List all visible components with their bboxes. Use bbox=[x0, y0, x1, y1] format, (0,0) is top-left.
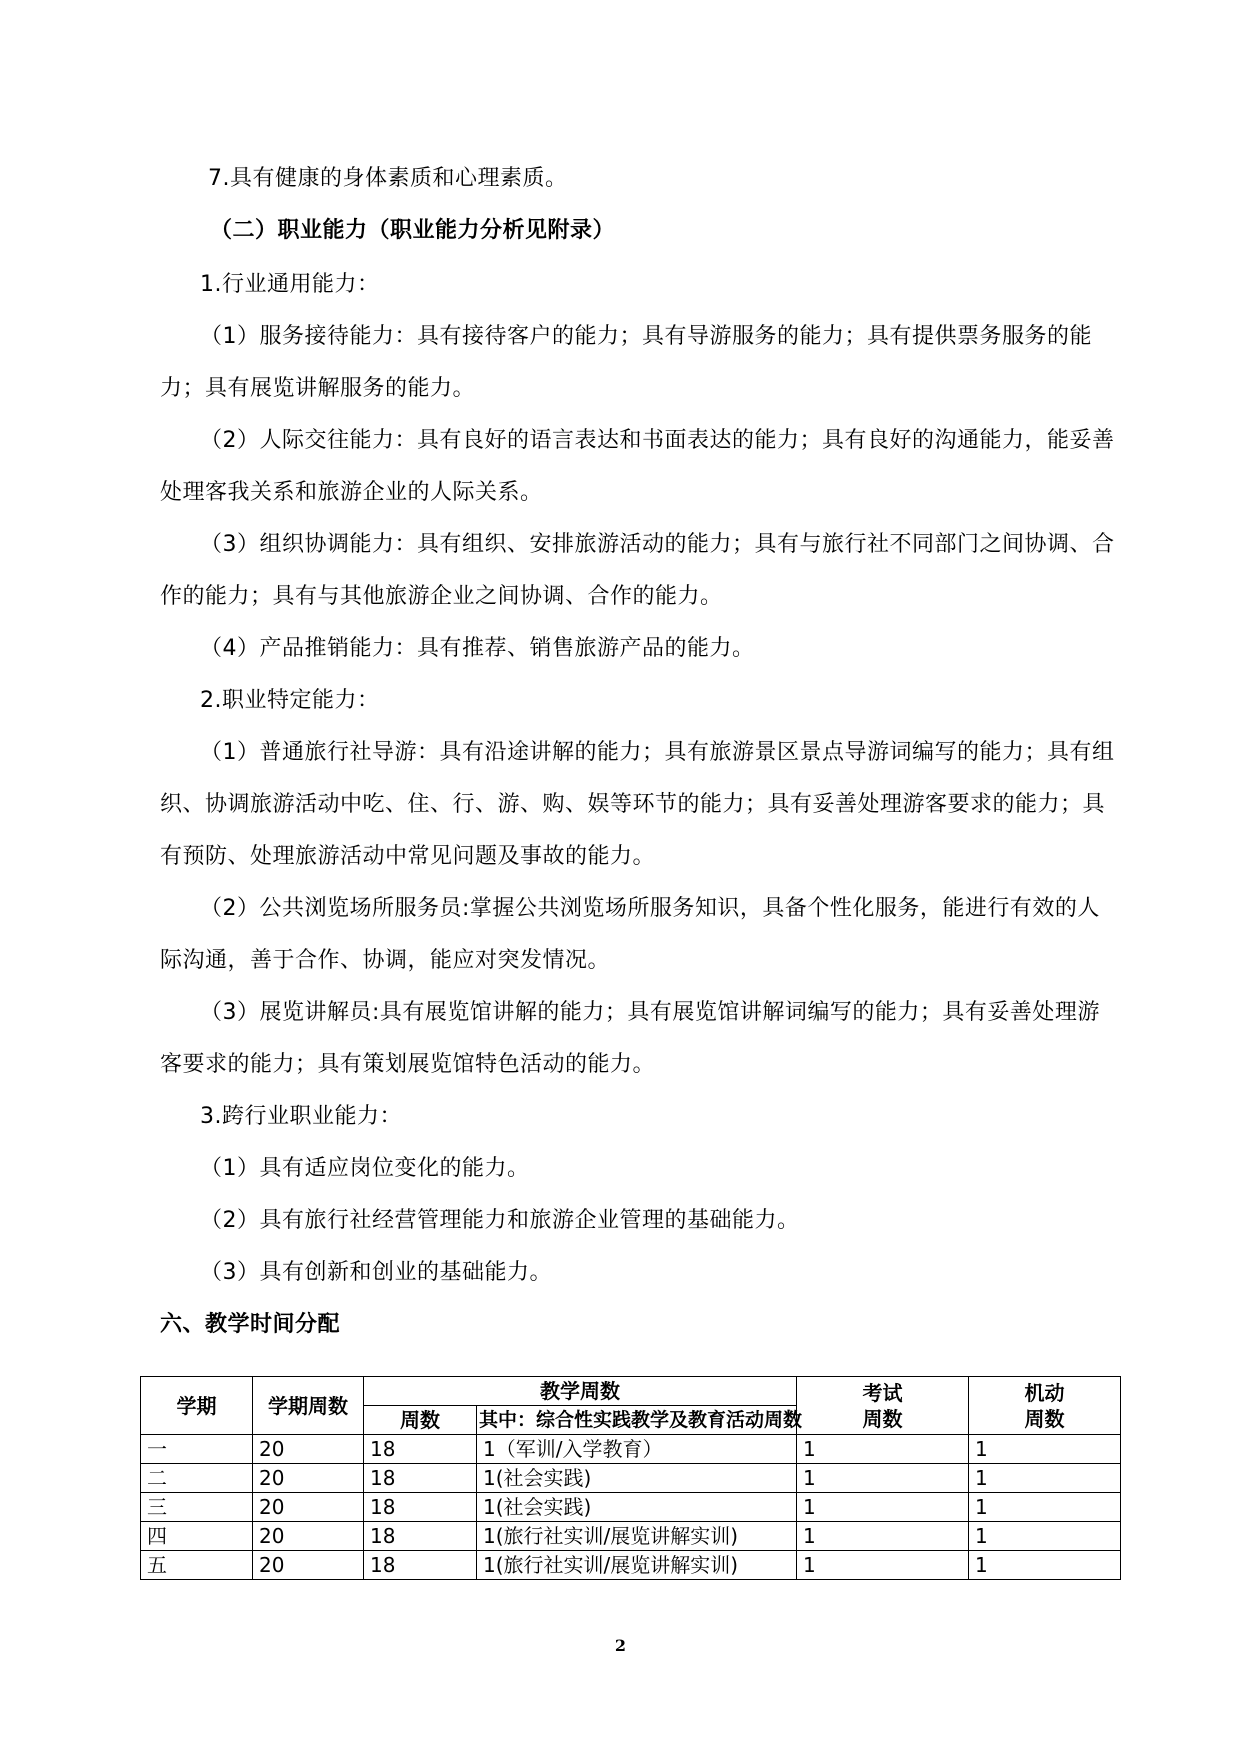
cell-exam: 1 bbox=[797, 1493, 969, 1522]
table-row bbox=[141, 1522, 1121, 1551]
cell-weeks: 18 bbox=[364, 1522, 477, 1551]
teaching-schedule-table bbox=[140, 1376, 1121, 1580]
cell-flex: 1 bbox=[969, 1522, 1121, 1551]
cell-exam: 1 bbox=[797, 1551, 969, 1580]
paragraph-docent-2: 客要求的能力；具有策划展览馆特色活动的能力。 bbox=[160, 1052, 656, 1077]
cell-exam: 1 bbox=[797, 1464, 969, 1493]
cell-weeks: 18 bbox=[364, 1435, 477, 1464]
cell-practice: 1(社会实践) bbox=[477, 1493, 797, 1522]
paragraph-coordination-1: （3）组织协调能力：具有组织、安排旅游活动的能力；具有与旅行社不同部门之间协调、合 bbox=[200, 532, 1115, 557]
table-row bbox=[141, 1435, 1121, 1464]
header-term: 学期 bbox=[141, 1377, 253, 1435]
cell-term-weeks: 20 bbox=[253, 1551, 364, 1580]
cell-term: 一 bbox=[141, 1435, 253, 1464]
paragraph-guide-3: 有预防、处理旅游活动中常见问题及事故的能力。 bbox=[160, 844, 656, 869]
paragraph-cross-1: （1）具有适应岗位变化的能力。 bbox=[200, 1156, 530, 1181]
subheading-cross-industry: 3.跨行业职业能力： bbox=[200, 1104, 402, 1129]
header-weeks: 周数 bbox=[364, 1406, 477, 1435]
cell-weeks: 18 bbox=[364, 1551, 477, 1580]
header-exam-weeks: 考试 周数 bbox=[797, 1377, 969, 1435]
cell-practice: 1(旅行社实训/展览讲解实训) bbox=[477, 1522, 797, 1551]
paragraph-docent-1: （3）展览讲解员:具有展览馆讲解的能力；具有展览馆讲解词编写的能力；具有妥善处理游 bbox=[200, 1000, 1100, 1025]
section-heading-schedule: 六、教学时间分配 bbox=[160, 1312, 341, 1337]
cell-exam: 1 bbox=[797, 1522, 969, 1551]
cell-term-weeks: 20 bbox=[253, 1493, 364, 1522]
paragraph-service-ability-2: 力；具有展览讲解服务的能力。 bbox=[160, 376, 476, 401]
cell-weeks: 18 bbox=[364, 1464, 477, 1493]
cell-flex: 1 bbox=[969, 1464, 1121, 1493]
header-teaching-weeks: 教学周数 bbox=[364, 1377, 797, 1406]
paragraph-cross-3: （3）具有创新和创业的基础能力。 bbox=[200, 1260, 552, 1285]
cell-flex: 1 bbox=[969, 1493, 1121, 1522]
header-flex-weeks: 机动 周数 bbox=[969, 1377, 1121, 1435]
cell-flex: 1 bbox=[969, 1435, 1121, 1464]
cell-practice: 1(社会实践) bbox=[477, 1464, 797, 1493]
cell-term: 四 bbox=[141, 1522, 253, 1551]
cell-term-weeks: 20 bbox=[253, 1522, 364, 1551]
cell-exam: 1 bbox=[797, 1435, 969, 1464]
subheading-specific-ability: 2.职业特定能力： bbox=[200, 688, 380, 713]
paragraph-guide-1: （1）普通旅行社导游：具有沿途讲解的能力；具有旅游景区景点导游词编写的能力；具有组 bbox=[200, 740, 1115, 765]
table-row bbox=[141, 1551, 1121, 1580]
table-row bbox=[141, 1493, 1121, 1522]
paragraph-attendant-2: 际沟通，善于合作、协调，能应对突发情况。 bbox=[160, 948, 611, 973]
paragraph-guide-2: 织、协调旅游活动中吃、住、行、游、购、娱等环节的能力；具有妥善处理游客要求的能力；具 bbox=[160, 792, 1106, 817]
header-practice-weeks: 其中：综合性实践教学及教育活动周数 bbox=[477, 1406, 797, 1435]
paragraph-coordination-2: 作的能力；具有与其他旅游企业之间协调、合作的能力。 bbox=[160, 584, 723, 609]
table-row bbox=[141, 1464, 1121, 1493]
paragraph-attendant-1: （2）公共浏览场所服务员:掌握公共浏览场所服务知识，具备个性化服务，能进行有效的人 bbox=[200, 896, 1100, 921]
cell-term-weeks: 20 bbox=[253, 1435, 364, 1464]
paragraph-interpersonal-1: （2）人际交往能力：具有良好的语言表达和书面表达的能力；具有良好的沟通能力，能妥善 bbox=[200, 428, 1115, 453]
cell-term: 二 bbox=[141, 1464, 253, 1493]
cell-practice: 1(旅行社实训/展览讲解实训) bbox=[477, 1551, 797, 1580]
cell-term-weeks: 20 bbox=[253, 1464, 364, 1493]
page-number: 2 bbox=[614, 1636, 627, 1655]
cell-weeks: 18 bbox=[364, 1493, 477, 1522]
paragraph-service-ability-1: （1）服务接待能力：具有接待客户的能力；具有导游服务的能力；具有提供票务服务的能 bbox=[200, 324, 1093, 349]
paragraph-health: 7.具有健康的身体素质和心理素质。 bbox=[208, 166, 568, 191]
paragraph-marketing: （4）产品推销能力：具有推荐、销售旅游产品的能力。 bbox=[200, 636, 755, 661]
paragraph-interpersonal-2: 处理客我关系和旅游企业的人际关系。 bbox=[160, 480, 543, 505]
cell-term: 五 bbox=[141, 1551, 253, 1580]
paragraph-cross-2: （2）具有旅行社经营管理能力和旅游企业管理的基础能力。 bbox=[200, 1208, 800, 1233]
cell-term: 三 bbox=[141, 1493, 253, 1522]
section-heading-vocational-ability: （二）职业能力（职业能力分析见附录） bbox=[210, 218, 616, 243]
header-term-weeks: 学期周数 bbox=[253, 1377, 364, 1435]
cell-flex: 1 bbox=[969, 1551, 1121, 1580]
cell-practice: 1（军训/入学教育） bbox=[477, 1435, 797, 1464]
subheading-general-ability: 1.行业通用能力： bbox=[200, 272, 380, 297]
